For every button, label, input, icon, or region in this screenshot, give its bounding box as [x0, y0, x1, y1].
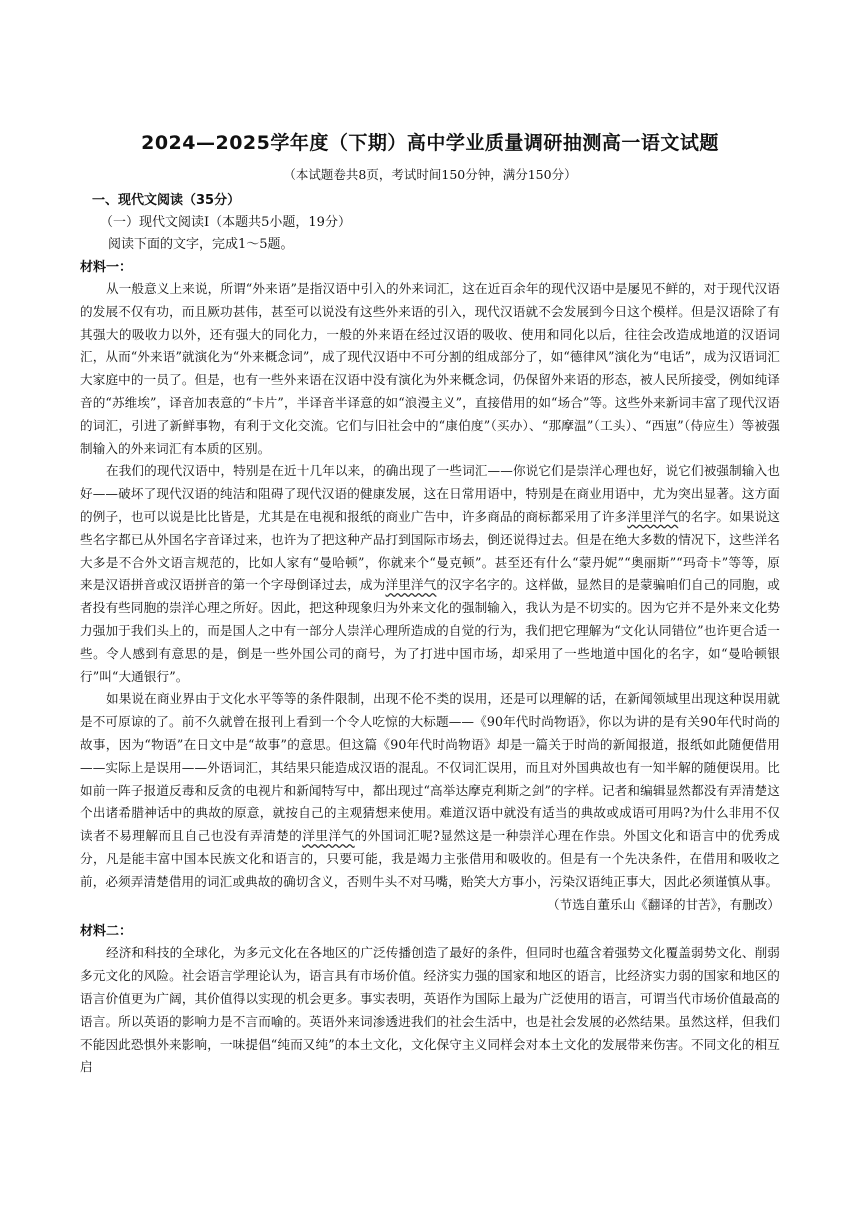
source-citation: （节选自董乐山《翻译的甘苦》，有删改） — [547, 896, 780, 912]
section-heading: 一、现代文阅读（35分） — [92, 193, 241, 208]
reading-instruction: 阅读下面的文字，完成1～5题。 — [108, 237, 294, 252]
material-one-paragraph-1: 从一般意义上来说，所谓“外来语”是指汉语中引入的外来词汇，这在近百余年的现代汉语中是屡见不鲜的，对于现代汉语的发展不仅有功，而且厥功甚伟，甚至可以说没有这些外来语的引入，现代汉语就不会发展到今日这个模样。但是汉语除了有其强大的吸收力以外，还有强大的同化力，一般的外来语在经过汉语的吸收、使用和同化以后，往往会改造成地道的汉语词汇，从而“外来语”就演化为“外来概念词”，成了现代汉语中不可分割的组成部分了，如“德律风”演化为“电话”，成为汉语词汇大家庭中的一员了。但是，也有一些外来语在汉语中没有演化为外来概念词，仍保留外来语的形态，被人民所接受，例如纯译音的“苏维埃”，译音加表意的“卡片”，半译音半译意的如“浪漫主义”，直接借用的如“场合”等。这些外来新词丰富了现代汉语的词汇，引进了新鲜事物，有利于文化交流。它们与旧社会中的“康伯度”（买办）、“那摩温”（工头）、“西崽”（侍应生）等被强制输入的外来词汇有本质的区别。 — [80, 281, 780, 456]
paragraph-text: 的汉字名字的。这样做，显然目的是蒙骗咱们自己的同胞，或者投有些同胞的崇洋心理之所好。因此，把这种现象归为外来文化的强制输入，我认为是不切实的。因为它并不是外来文化势力强加于我们头上的，而是国人之中有一部分人崇洋心理所造成的自觉的行为，我们把它理解为“文化认同错位”也许更合适一些。令人感到有意思的是，倒是一些外国公司的商号，为了打进中国市场，却采用了一些地道中国化的名字，如“曼哈顿银行”叫“大通银行”。 — [80, 577, 781, 684]
material-two-label: 材料二： — [80, 924, 133, 940]
exam-page — [80, 128, 780, 1079]
paragraph-text: 的外国词汇呢?显然这是一种崇洋心理在作祟。外国文化和语言中的优秀成分，凡是能丰富中国本民族文化和语言的，只要可能，我是竭力主张借用和吸收的。但是有一个先决条件，在借用和吸收之前，必须弄清楚借用的词汇或典故的确切含义，否则牛头不对马嘴，贻笑大方事小，污染汉语纯正事大，因此必须谨慎从事。 — [80, 828, 780, 889]
wavy-underlined-term: 洋里洋气 — [627, 508, 679, 524]
paragraph-text: 如果说在商业界由于文化水平等等的条件限制，出现不伦不类的误用，还是可以理解的话，在新闻领域里出现这种误用就是不可原谅的了。前不久就曾在报刊上看到一个令人吃惊的大标题——《90年代时尚物语》，你以为讲的是有关90年代时尚的故事，因为“物语”在日文中是“故事”的意思。但这篇《90年代时尚物语》却是一篇关于时尚的新闻报道，报纸如此随便借用——实际上是误用——外语词汇，其结果只能造成汉语的混乱。不仅词汇误用，而且对外国典故也有一知半解的随便误用。比如前一阵子报道反毒和反贪的电视片和新闻特写中，都出现过“高举达摩克利斯之剑”的字样。记者和编辑显然都没有弄清楚这个出诸希腊神话中的典故的原意，就按自己的主观猜想来使用。难道汉语中就没有适当的典故或成语可用吗?为什么非用不仅读者不易理解而且自己也没有弄清楚的 — [80, 691, 780, 844]
material-one-paragraph-2 — [80, 460, 780, 688]
wavy-underlined-term: 洋里洋气 — [385, 577, 437, 593]
material-one-paragraph-3 — [80, 688, 780, 893]
exam-info: （本试题卷共8页，考试时间150分钟，满分150分） — [283, 167, 577, 182]
material-one-label: 材料一： — [80, 260, 133, 275]
paragraph-text: 的名字。如果说这些名字都已从外国名字音译过来，也许为了把这种产品打到国际市场去，倒还说得过去。但是在绝大多数的情况下，这些洋名大多是不合外文语言规范的，比如人家有“曼哈顿”，你就来个“曼克顿”。甚至还有什么“蒙丹妮”“奥丽斯”“玛奇卡”等等，原来是汉语拼音或汉语拼音的第一个字母倒译过去，成为 — [80, 508, 780, 593]
subsection-heading: （一）现代文阅读Ⅰ（本题共5小题，19分） — [100, 215, 351, 230]
page-title: 2024—2025学年度（下期）高中学业质量调研抽测高一语文试题 — [141, 132, 719, 154]
paragraph-text: 在我们的现代汉语中，特别是在近十几年以来，的确出现了一些词汇——你说它们是崇洋心理也好，说它们被强制输入也好——破坏了现代汉语的纯洁和阻碍了现代汉语的健康发展，这在日常用语中，特别是在商业用语中，尤为突出显著。这方面的例子，也可以说是比比皆是，尤其是在电视和报纸的商业广告中，许多商品的商标都采用了许多 — [80, 463, 780, 524]
wavy-underlined-term: 洋里洋气 — [302, 828, 355, 844]
material-two-paragraph-1: 经济和科技的全球化，为多元文化在各地区的广泛传播创造了最好的条件，但同时也蕴含着强势文化覆盖弱势文化、削弱多元文化的风险。社会语言学理论认为，语言具有市场价值。经济实力强的国家和地区的语言，比经济实力弱的国家和地区的语言价值更为广阔，其价值得以实现的机会更多。事实表明，英语作为国际上最为广泛使用的语言，可谓当代市场价值最高的语言。所以英语的影响力是不言而喻的。英语外来词渗透进我们的社会生活中，也是社会发展的必然结果。虽然这样，但我们不能因此恐惧外来影响，一味提倡“纯而又纯”的本土文化，文化保守主义同样会对本土文化的发展带来伤害。不同文化的相互启 — [80, 945, 780, 1075]
